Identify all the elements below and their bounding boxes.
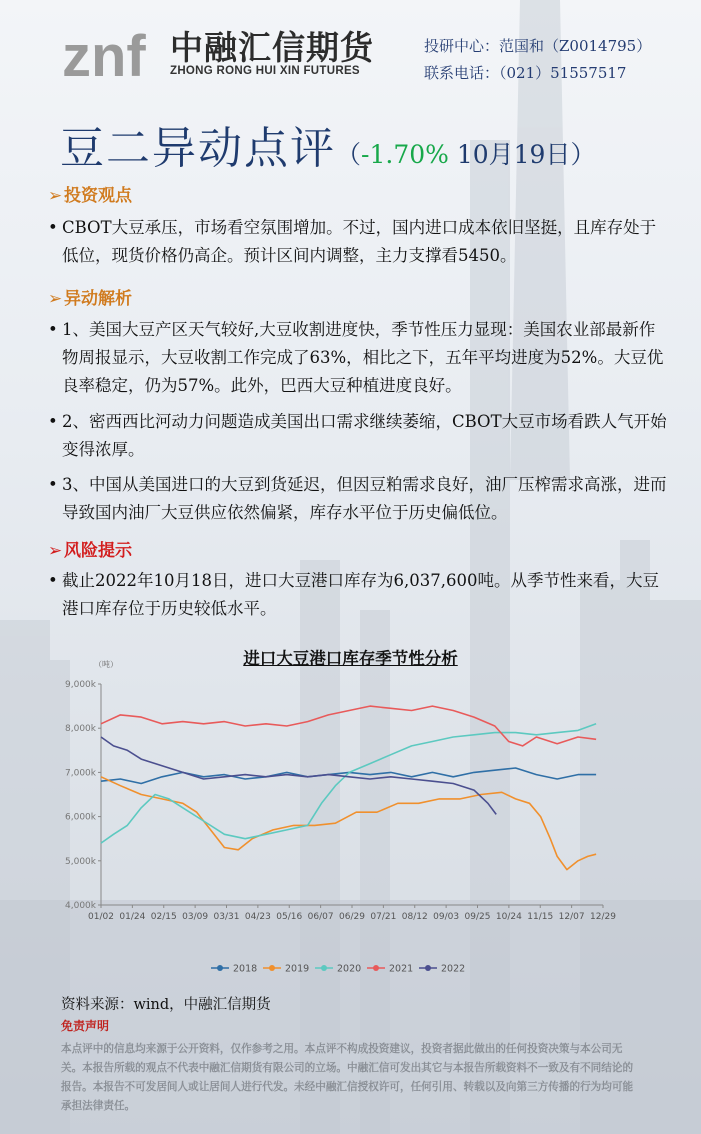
arrow-icon: ➢	[48, 289, 63, 309]
legend-label-2018: 2018	[233, 963, 258, 975]
x-tick-label: 11/15	[527, 912, 554, 922]
section-view-heading-text: 投资观点	[64, 186, 132, 206]
x-tick-label: 04/23	[244, 912, 271, 922]
legend-marker-2020	[321, 965, 327, 971]
x-tick-label: 09/03	[433, 912, 460, 922]
y-axis-unit: （吨）	[94, 660, 118, 669]
y-tick-label: 9,000k	[65, 680, 96, 690]
data-source: 资料来源：wind，中融汇信期货	[61, 997, 271, 1013]
x-tick-label: 03/31	[213, 912, 240, 922]
x-tick-label: 03/09	[182, 912, 209, 922]
title-date: 10月19日）	[448, 140, 596, 169]
bullet-dot-icon: •	[48, 475, 58, 494]
arrow-icon: ➢	[48, 186, 63, 206]
title-main: 豆二异动点评	[60, 123, 336, 174]
analysis-text-2: 2、密西西比河动力问题造成美国出口需求继续萎缩，CBOT大豆市场看跌人气开始变得浓厚。	[62, 412, 667, 459]
logo-chinese-name: 中融汇信期货	[170, 28, 374, 67]
legend-marker-2022	[425, 965, 431, 971]
logo-english-name: ZHONG RONG HUI XIN FUTURES	[170, 65, 360, 77]
logo-mark-text: znf	[62, 24, 146, 82]
title-paren-open: （	[336, 140, 362, 169]
bullet-dot-icon: •	[48, 412, 58, 431]
legend-label-2021: 2021	[389, 963, 414, 975]
arrow-icon: ➢	[48, 541, 63, 561]
bullet-dot-icon: •	[48, 320, 58, 339]
x-tick-label: 08/12	[401, 912, 428, 922]
disclaimer-title: 免责声明	[61, 1019, 110, 1033]
x-tick-label: 06/07	[307, 912, 334, 922]
legend-label-2020: 2020	[337, 963, 362, 975]
y-tick-label: 4,000k	[65, 901, 96, 911]
risk-text: 截止2022年10月18日，进口大豆港口库存为6,037,600吨。从季节性来看，大豆港口库存位于历史较低水平。	[62, 571, 659, 618]
series-line-2019	[101, 777, 596, 870]
x-tick-label: 06/29	[339, 912, 365, 922]
title-change-percent: -1.70%	[361, 140, 449, 169]
chart-title: 进口大豆港口库存季节性分析	[243, 649, 458, 668]
legend-marker-2021	[373, 965, 379, 971]
y-tick-label: 5,000k	[65, 856, 96, 867]
series-line-2022	[101, 737, 496, 814]
legend-label-2022: 2022	[441, 963, 466, 975]
section-analysis-heading-text: 异动解析	[64, 289, 132, 309]
x-tick-label: 09/25	[464, 912, 491, 922]
contact-analyst: 投研中心：范国和（Z0014795）	[424, 37, 652, 55]
legend-marker-2019	[269, 965, 275, 971]
x-tick-label: 05/16	[276, 912, 303, 922]
x-tick-label: 10/24	[495, 912, 522, 922]
analysis-text-3: 3、中国从美国进口的大豆到货延迟，但因豆粕需求良好，油厂压榨需求高涨，进而导致国内油厂大豆供应依然偏紧，库存水平位于历史偏低位。	[62, 475, 667, 522]
x-tick-label: 12/07	[558, 912, 585, 922]
y-tick-label: 7,000k	[65, 768, 96, 779]
analysis-text-1: 1、美国大豆产区天气较好,大豆收割进度快，季节性压力显现：美国农业部最新作物周报显示，大豆收割工作完成了63%，相比之下，五年平均进度为52%。大豆优良率稳定，仍为57%。此外，巴西大豆种植进度良好。	[62, 320, 664, 395]
y-tick-label: 8,000k	[65, 724, 96, 735]
bullet-dot-icon: •	[48, 218, 58, 237]
legend-label-2019: 2019	[285, 963, 310, 975]
contact-phone: 联系电话：（021）51557517	[424, 64, 627, 82]
view-text: CBOT大豆承压，市场看空氛围增加。不过，国内进口成本依旧坚挺，且库存处于低位，现货价格仍高企。预计区间内调整，主力支撑看5450。	[62, 218, 657, 265]
legend-marker-2018	[217, 965, 223, 971]
x-tick-label: 12/29	[590, 912, 616, 922]
x-tick-label: 01/24	[119, 912, 146, 922]
y-tick-label: 6,000k	[65, 812, 96, 823]
series-line-2020	[101, 724, 596, 843]
x-tick-label: 01/02	[88, 912, 114, 922]
x-tick-label: 02/15	[150, 912, 177, 922]
bullet-dot-icon: •	[48, 571, 58, 590]
section-risk-heading-text: 风险提示	[64, 541, 132, 561]
series-line-2021	[101, 706, 596, 746]
disclaimer-text: 本点评中的信息均来源于公开资料，仅作参考之用。本点评不构成投资建议，投资者据此做出的任何投资决策与本公司无关。本报告所载的观点不代表中融汇信期货有限公司的立场。中融汇信可发出其它与本报告所载资料不一致及有不同结论的报告。本报告不可发居间人或让居间人进行代发。未经中融汇信授权许可，任何引用、转载以及向第三方传播的行为均可能承担法律责任。	[61, 1043, 634, 1112]
x-tick-label: 07/21	[370, 912, 397, 922]
